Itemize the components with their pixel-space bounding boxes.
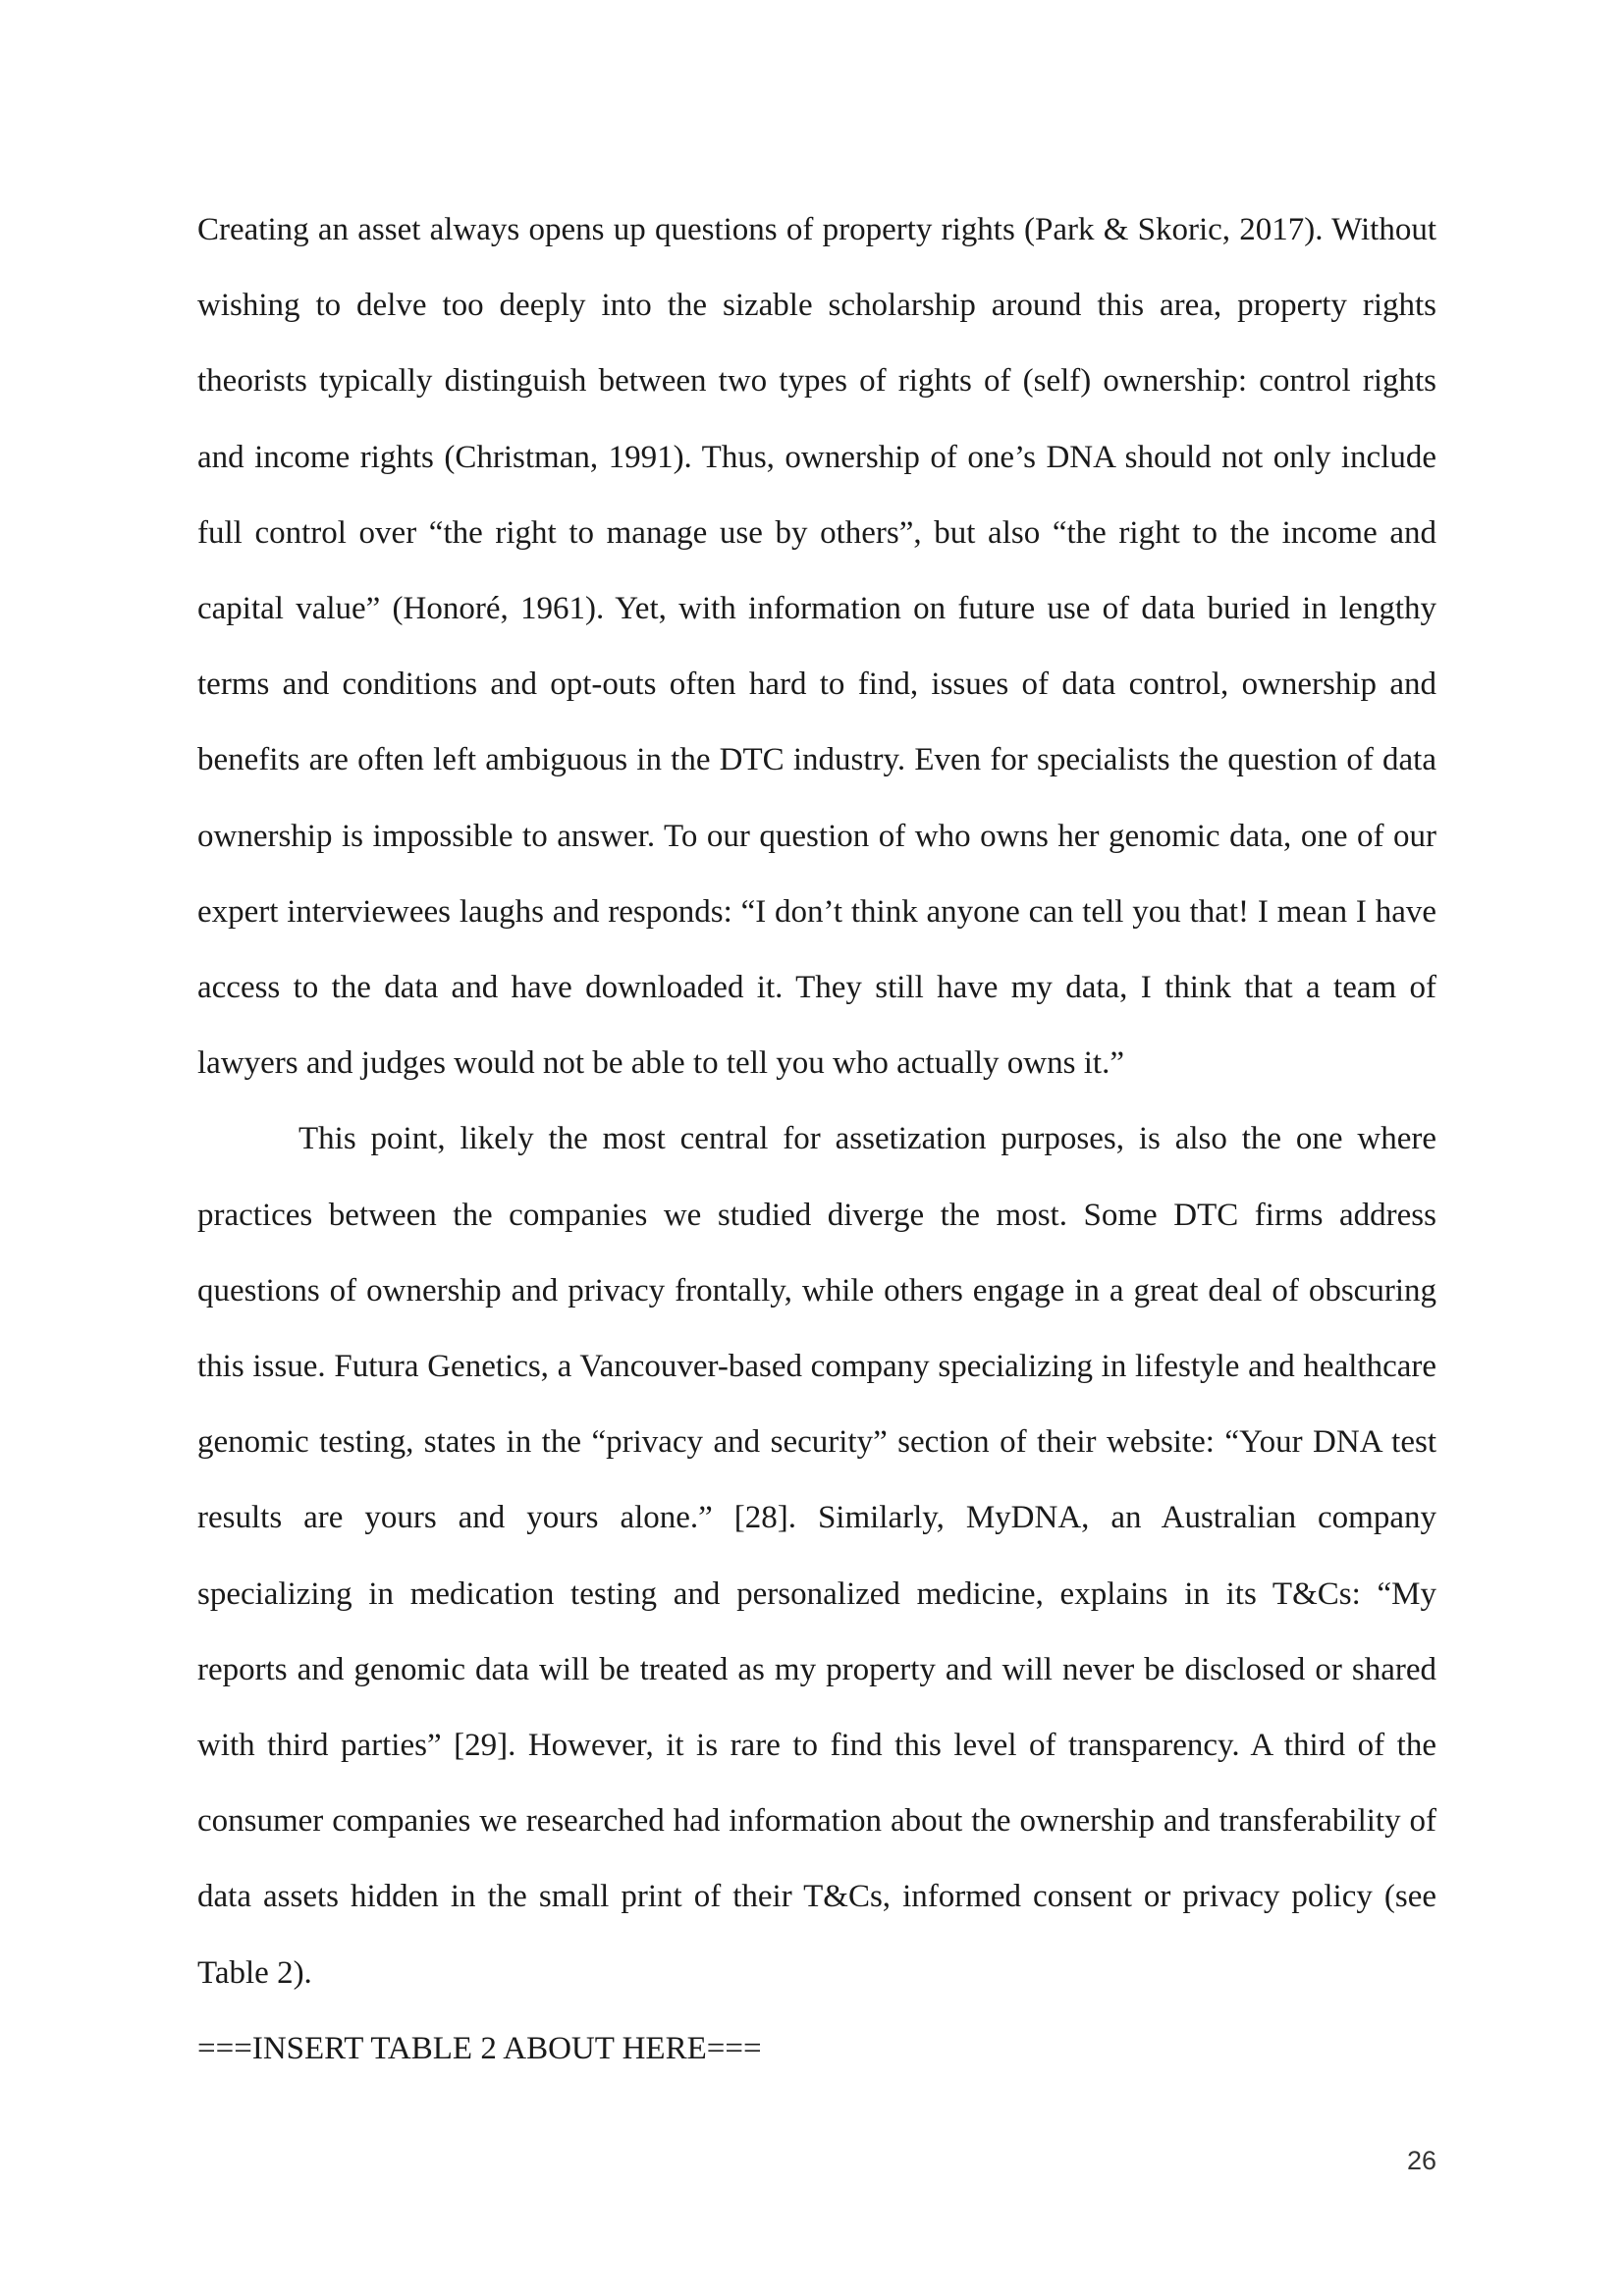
paragraph-2: This point, likely the most central for assetization purposes, is also the one where practices between the companies we studied diverge the most. Some DTC firms address questions of ownership and privacy frontally, while others engage in a great deal of obscuring this issue. Futura Genetics, a Vancouver-based company specializing in lifestyle and healthcare genomic testing, states in the “privacy and security” section of their website: “Your DNA test results are yours and yours alone.” [28]. Similarly, MyDNA, an Australian company specializing in medication testing and personalized medicine, explains in its T&Cs: “My reports and genomic data will be treated as my property and will never be disclosed or shared with third parties” [29]. However, it is rare to find this level of transparency. A third of the consumer companies we researched had information about the ownership and transferability of data assets hidden in the small print of their T&Cs, informed consent or privacy policy (see Table 2). [197, 1121, 1436, 1991]
paragraph-1: Creating an asset always opens up questions of property rights (Park & Skoric, 2017). Without wishing to delve too deeply into the sizable scholarship around this area, property rights theorists typically distinguish between two types of rights of (self) ownership: control rights and income rights (Christman, 1991). Thus, ownership of one’s DNA should not only include full control over “the right to manage use by others”, but also “the right to the income and capital value” (Honoré, 1961). Yet, with information on future use of data buried in lengthy terms and conditions and opt-outs often hard to find, issues of data control, ownership and benefits are often left ambiguous in the DTC industry. Even for specialists the question of data ownership is impossible to answer. To our question of who owns her genomic data, one of our expert interviewees laughs and responds: “I don’t think anyone can tell you that! I mean I have access to the data and have downloaded it. They still have my data, I think that a team of lawyers and judges would not be able to tell you who actually owns it.” [197, 212, 1436, 1082]
body-text [197, 192, 1436, 2087]
page-number: 26 [1406, 2146, 1436, 2175]
insert-table-marker: ===INSERT TABLE 2 ABOUT HERE=== [197, 2030, 762, 2066]
